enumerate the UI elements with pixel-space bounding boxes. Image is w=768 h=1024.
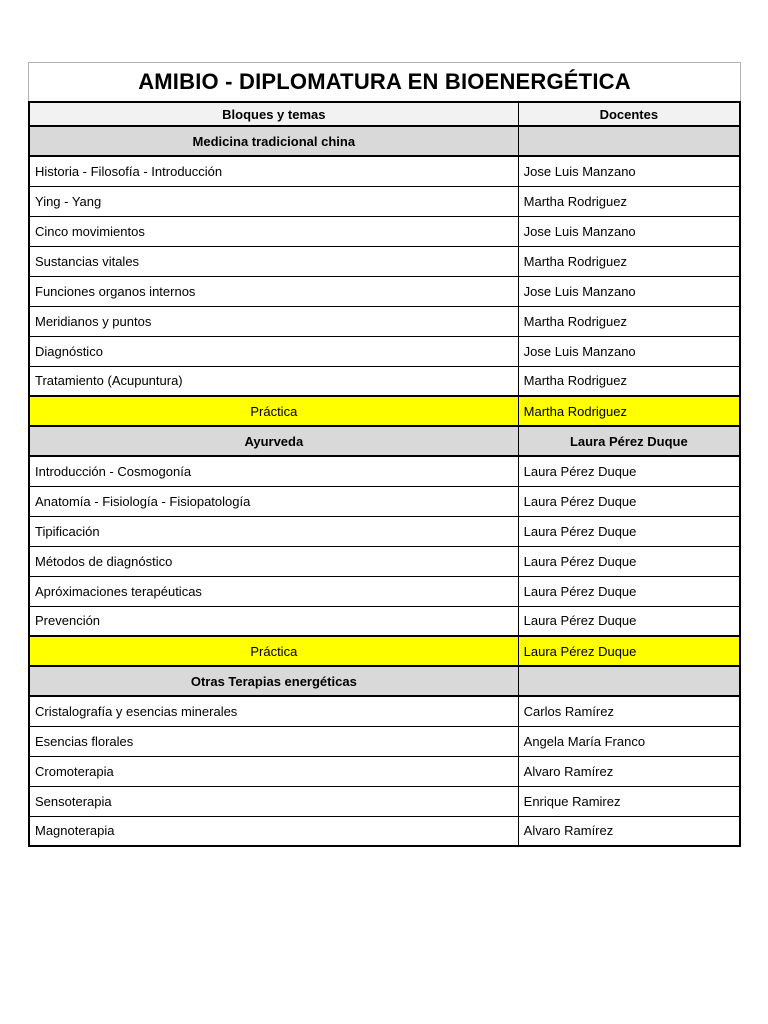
tema-cell: Anatomía - Fisiología - Fisiopatología [29,486,518,516]
tema-cell: Tratamiento (Acupuntura) [29,366,518,396]
page-title: AMIBIO - DIPLOMATURA EN BIOENERGÉTICA [138,69,631,94]
tema-cell: Historia - Filosofía - Introducción [29,156,518,186]
course-schedule-document [28,62,741,847]
header-row [29,102,740,126]
section-title-cell: Ayurveda [29,426,518,456]
docente-cell: Laura Pérez Duque [518,546,740,576]
table-row [29,276,740,306]
section-title-cell: Medicina tradicional china [29,126,518,156]
docente-cell: Jose Luis Manzano [518,156,740,186]
section-row [29,666,740,696]
docente-cell: Angela María Franco [518,726,740,756]
tema-cell: Sensoterapia [29,786,518,816]
docente-cell: Jose Luis Manzano [518,336,740,366]
title-row [28,62,741,101]
practice-label-cell: Práctica [29,396,518,426]
table-row [29,486,740,516]
docente-cell: Enrique Ramirez [518,786,740,816]
docente-cell: Jose Luis Manzano [518,276,740,306]
tema-cell: Sustancias vitales [29,246,518,276]
table-row [29,156,740,186]
docente-cell [518,666,740,696]
table-row [29,336,740,366]
tema-cell: Magnoterapia [29,816,518,846]
column-header-bloques: Bloques y temas [29,102,518,126]
table-row [29,366,740,396]
tema-cell: Ying - Yang [29,186,518,216]
tema-cell: Meridianos y puntos [29,306,518,336]
tema-cell: Introducción - Cosmogonía [29,456,518,486]
table-row [29,246,740,276]
table-row [29,816,740,846]
docente-cell: Carlos Ramírez [518,696,740,726]
tema-cell: Apróximaciones terapéuticas [29,576,518,606]
table-row [29,756,740,786]
docente-cell: Laura Pérez Duque [518,456,740,486]
docente-cell: Laura Pérez Duque [518,606,740,636]
docente-cell: Martha Rodriguez [518,396,740,426]
tema-cell: Prevención [29,606,518,636]
practice-row [29,636,740,666]
table-row [29,456,740,486]
docente-cell: Martha Rodriguez [518,366,740,396]
docente-cell [518,126,740,156]
tema-cell: Funciones organos internos [29,276,518,306]
course-table [28,101,741,847]
docente-cell: Alvaro Ramírez [518,756,740,786]
tema-cell: Cromoterapia [29,756,518,786]
docente-cell: Laura Pérez Duque [518,426,740,456]
practice-row [29,396,740,426]
docente-cell: Martha Rodriguez [518,186,740,216]
column-header-docentes: Docentes [518,102,740,126]
section-row [29,126,740,156]
section-row [29,426,740,456]
docente-cell: Jose Luis Manzano [518,216,740,246]
table-row [29,546,740,576]
table-row [29,786,740,816]
table-row [29,186,740,216]
section-title-cell: Otras Terapias energéticas [29,666,518,696]
tema-cell: Cristalografía y esencias minerales [29,696,518,726]
docente-cell: Laura Pérez Duque [518,636,740,666]
table-row [29,306,740,336]
docente-cell: Martha Rodriguez [518,306,740,336]
tema-cell: Esencias florales [29,726,518,756]
table-row [29,516,740,546]
table-row [29,726,740,756]
docente-cell: Laura Pérez Duque [518,486,740,516]
table-row [29,576,740,606]
tema-cell: Tipificación [29,516,518,546]
table-row [29,696,740,726]
docente-cell: Martha Rodriguez [518,246,740,276]
docente-cell: Laura Pérez Duque [518,516,740,546]
tema-cell: Cinco movimientos [29,216,518,246]
docente-cell: Laura Pérez Duque [518,576,740,606]
table-row [29,216,740,246]
tema-cell: Diagnóstico [29,336,518,366]
docente-cell: Alvaro Ramírez [518,816,740,846]
table-row [29,606,740,636]
practice-label-cell: Práctica [29,636,518,666]
tema-cell: Métodos de diagnóstico [29,546,518,576]
